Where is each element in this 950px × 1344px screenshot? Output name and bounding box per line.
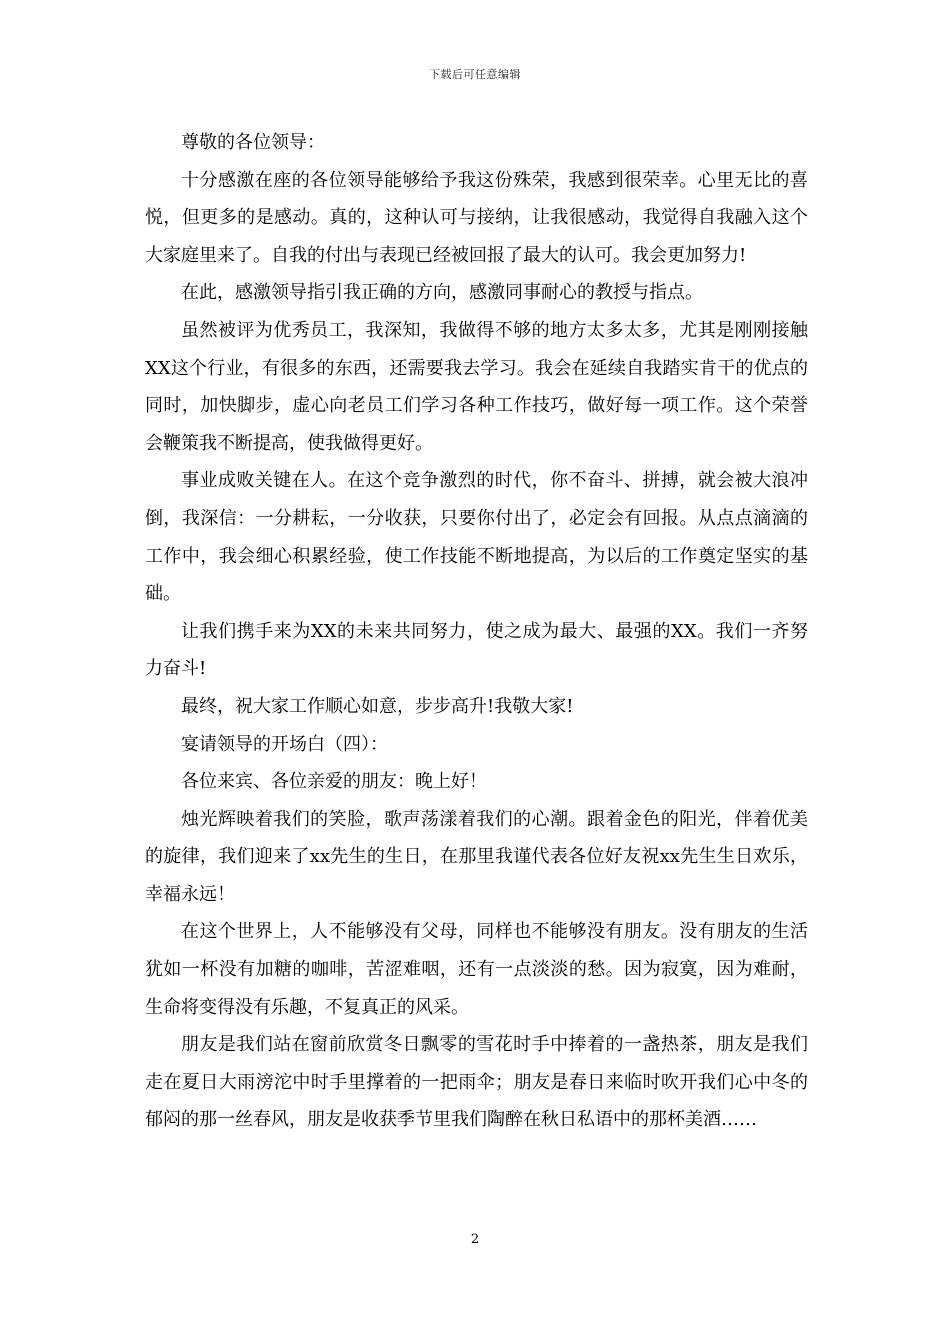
paragraph: 朋友是我们站在窗前欣赏冬日飘零的雪花时手中捧着的一盏热茶，朋友是我们走在夏日大雨滂沱中时手里撑着的一把雨伞；朋友是春日来临时吹开我们心中冬的郁闷的那一丝春风，朋友是收获季节里我们陶醉在秋日私语中的那杯美酒…… xyxy=(145,1034,808,1131)
paragraph: 让我们携手来为XX的未来共同努力，使之成为最大、最强的XX。我们一齐努力奋斗! xyxy=(145,620,808,680)
paragraph: 最终，祝大家工作顺心如意，步步高升!我敬大家! xyxy=(181,695,574,717)
paragraph: 在此，感激领导指引我正确的方向，感激同事耐心的教授与指点。 xyxy=(181,282,703,304)
paragraph-greeting: 各位来宾、各位亲爱的朋友：晚上好！ xyxy=(181,771,487,793)
page-number: 2 xyxy=(470,1232,480,1247)
page-header: 下载后可任意编辑 xyxy=(429,68,521,81)
paragraph: 烛光辉映着我们的笑脸，歌声荡漾着我们的心潮。跟着金色的阳光，伴着优美的旋律，我们迎来了xx先生的生日，在那里我谨代表各位好友祝xx先生生日欢乐，幸福永远！ xyxy=(145,808,808,905)
paragraph: 事业成败关键在人。在这个竞争激烈的时代，你不奋斗、拼搏，就会被大浪冲倒，我深信：一分耕耘，一分收获，只要你付出了，必定会有回报。从点点滴滴的工作中，我会细心积累经验，使工作技能不断地提高，为以后的工作奠定坚实的基础。 xyxy=(145,470,808,605)
paragraph-salutation: 尊敬的各位领导： xyxy=(181,132,325,153)
paragraph: 十分感激在座的各位领导能够给予我这份殊荣，我感到很荣幸。心里无比的喜悦，但更多的是感动。真的，这种认可与接纳，让我很感动，我觉得自我融入这个大家庭里来了。自我的付出与表现已经被回报了最大的认可。我会更加努力! xyxy=(145,169,808,266)
document-body xyxy=(145,124,808,1139)
section-heading: 宴请领导的开场白（四）： xyxy=(181,733,388,755)
paragraph: 虽然被评为优秀员工，我深知，我做得不够的地方太多太多，尤其是刚刚接触XX这个行业，有很多的东西，还需要我去学习。我会在延续自我踏实肯干的优点的同时，加快脚步，虚心向老员工们学习各种工作技巧，做好每一项工作。这个荣誉会鞭策我不断提高，使我做得更好。 xyxy=(145,319,808,454)
paragraph: 在这个世界上，人不能够没有父母，同样也不能够没有朋友。没有朋友的生活犹如一杯没有加糖的咖啡，苦涩难咽，还有一点淡淡的愁。因为寂寞，因为难耐，生命将变得没有乐趣，不复真正的风采。 xyxy=(145,921,808,1018)
